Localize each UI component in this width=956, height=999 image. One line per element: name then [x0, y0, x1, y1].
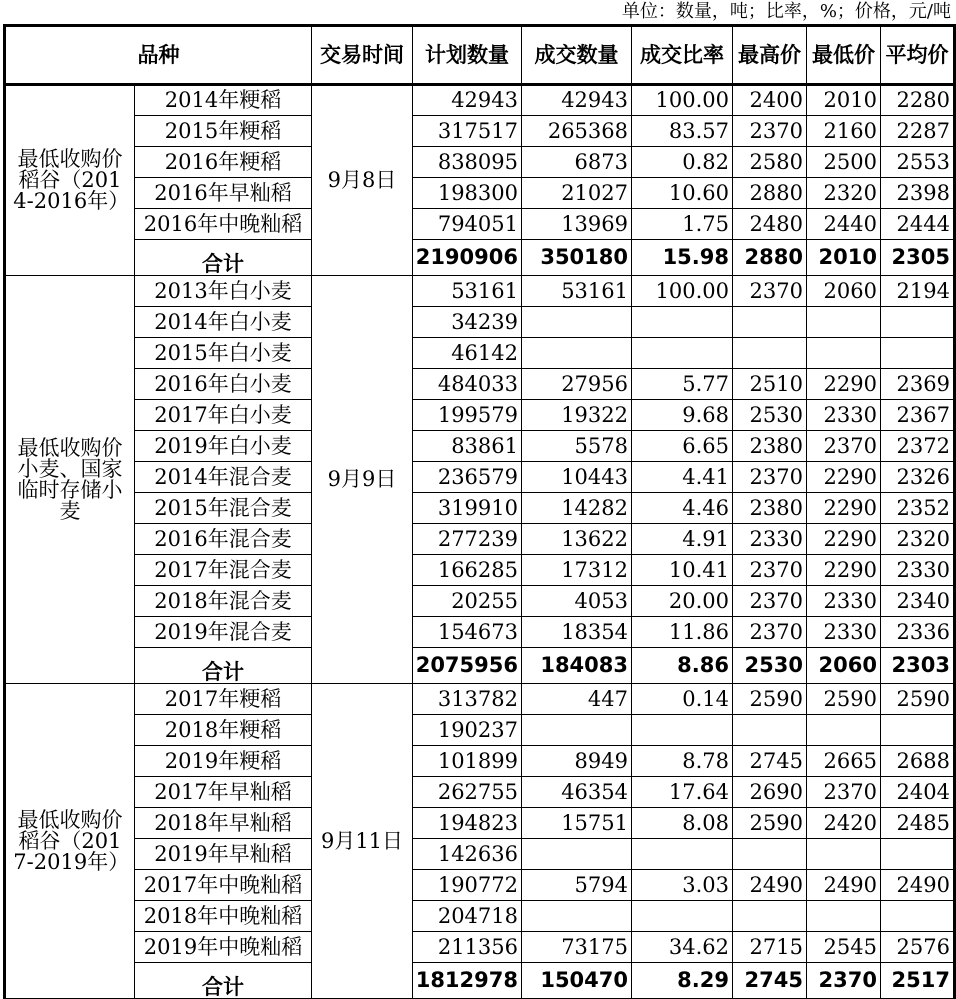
min-price-cell: 2290 [807, 555, 881, 586]
planned-qty-cell: 83861 [413, 431, 522, 462]
planned-qty-cell: 317517 [413, 116, 522, 147]
max-price-cell: 2590 [733, 684, 807, 715]
deal-qty-cell: 46354 [522, 777, 632, 808]
deal-qty-cell: 14282 [522, 493, 632, 524]
deal-ratio-cell: 8.86 [632, 648, 733, 684]
deal-qty-cell: 150470 [522, 963, 632, 999]
avg-price-cell: 2336 [881, 617, 955, 648]
max-price-cell: 2370 [733, 586, 807, 617]
avg-price-cell: 2369 [881, 369, 955, 400]
max-price-cell: 2370 [733, 617, 807, 648]
max-price-cell: 2370 [733, 116, 807, 147]
deal-qty-cell: 27956 [522, 369, 632, 400]
deal-qty-cell: 73175 [522, 932, 632, 963]
max-price-cell [733, 901, 807, 932]
max-price-cell: 2690 [733, 777, 807, 808]
deal-ratio-cell: 8.78 [632, 746, 733, 777]
table-row [5, 901, 955, 932]
table-row [5, 586, 955, 617]
min-price-cell: 2590 [807, 684, 881, 715]
min-price-cell: 2290 [807, 493, 881, 524]
deal-qty-cell: 447 [522, 684, 632, 715]
min-price-cell [807, 715, 881, 746]
planned-qty-cell: 211356 [413, 932, 522, 963]
table-row [5, 85, 955, 116]
planned-qty-cell: 53161 [413, 276, 522, 307]
avg-price-cell: 2280 [881, 85, 955, 116]
deal-ratio-cell [632, 715, 733, 746]
variety-name-cell: 2018年中晚籼稻 [135, 901, 312, 932]
variety-name-cell: 2016年粳稻 [135, 147, 312, 178]
max-price-cell [733, 839, 807, 870]
avg-price-cell: 2553 [881, 147, 955, 178]
avg-price-cell [881, 338, 955, 369]
deal-qty-cell: 10443 [522, 462, 632, 493]
min-price-cell [807, 338, 881, 369]
table-row [5, 431, 955, 462]
avg-price-cell: 2330 [881, 555, 955, 586]
max-price-cell: 2370 [733, 276, 807, 307]
table-row [5, 307, 955, 338]
total-row [5, 648, 955, 684]
planned-qty-cell: 277239 [413, 524, 522, 555]
variety-name-cell: 2017年中晚籼稻 [135, 870, 312, 901]
category-text: 最低收购价稻谷（2014-2016年） [13, 147, 130, 213]
variety-name-cell: 2019年粳稻 [135, 746, 312, 777]
header-variety: 品种 [5, 26, 312, 85]
planned-qty-cell: 34239 [413, 307, 522, 338]
min-price-cell: 2330 [807, 400, 881, 431]
variety-name-cell: 2018年混合麦 [135, 586, 312, 617]
avg-price-cell: 2372 [881, 431, 955, 462]
avg-price-cell: 2320 [881, 524, 955, 555]
table-row [5, 462, 955, 493]
table-row [5, 116, 955, 147]
header-planned-qty: 计划数量 [413, 26, 522, 85]
trade-date-cell: 9月11日 [312, 684, 413, 999]
max-price-cell: 2530 [733, 400, 807, 431]
variety-name-cell: 2017年早籼稻 [135, 777, 312, 808]
deal-ratio-cell: 0.14 [632, 684, 733, 715]
deal-ratio-cell: 0.82 [632, 147, 733, 178]
table-row [5, 870, 955, 901]
avg-price-cell [881, 715, 955, 746]
max-price-cell: 2880 [733, 178, 807, 209]
min-price-cell: 2290 [807, 369, 881, 400]
deal-qty-cell [522, 839, 632, 870]
table-row [5, 524, 955, 555]
planned-qty-cell: 313782 [413, 684, 522, 715]
deal-ratio-cell: 34.62 [632, 932, 733, 963]
deal-ratio-cell: 100.00 [632, 276, 733, 307]
max-price-cell: 2380 [733, 493, 807, 524]
deal-qty-cell: 4053 [522, 586, 632, 617]
trade-date-cell: 9月9日 [312, 276, 413, 684]
deal-ratio-cell: 17.64 [632, 777, 733, 808]
max-price-cell: 2745 [733, 963, 807, 999]
min-price-cell [807, 307, 881, 338]
deal-ratio-cell [632, 901, 733, 932]
avg-price-cell [881, 839, 955, 870]
table-row [5, 617, 955, 648]
deal-ratio-cell: 1.75 [632, 209, 733, 240]
max-price-cell: 2580 [733, 147, 807, 178]
planned-qty-cell: 198300 [413, 178, 522, 209]
category-cell [5, 684, 135, 999]
variety-name-cell: 2019年混合麦 [135, 617, 312, 648]
table-row [5, 178, 955, 209]
deal-qty-cell: 21027 [522, 178, 632, 209]
total-label: 合计 [135, 963, 312, 999]
deal-ratio-cell: 10.60 [632, 178, 733, 209]
table-row [5, 276, 955, 307]
table-row [5, 493, 955, 524]
category-text: 最低收购价稻谷（2017-2019年） [13, 807, 130, 874]
table-row [5, 932, 955, 963]
min-price-cell: 2490 [807, 870, 881, 901]
deal-qty-cell: 265368 [522, 116, 632, 147]
variety-name-cell: 2019年中晚籼稻 [135, 932, 312, 963]
deal-qty-cell: 15751 [522, 808, 632, 839]
planned-qty-cell: 484033 [413, 369, 522, 400]
table-row [5, 555, 955, 586]
min-price-cell: 2370 [807, 777, 881, 808]
deal-ratio-cell: 83.57 [632, 116, 733, 147]
group-1 [5, 85, 955, 276]
max-price-cell: 2400 [733, 85, 807, 116]
unit-note: 单位：数量，吨；比率，%；价格，元/吨 [621, 1, 951, 22]
deal-ratio-cell: 4.46 [632, 493, 733, 524]
auction-results-table [3, 24, 956, 999]
planned-qty-cell: 838095 [413, 147, 522, 178]
variety-name-cell: 2017年白小麦 [135, 400, 312, 431]
category-text: 最低收购价小麦、国家临时存储小麦 [17, 435, 123, 523]
avg-price-cell: 2590 [881, 684, 955, 715]
max-price-cell: 2590 [733, 808, 807, 839]
max-price-cell [733, 338, 807, 369]
avg-price-cell [881, 901, 955, 932]
deal-ratio-cell: 20.00 [632, 586, 733, 617]
max-price-cell: 2370 [733, 555, 807, 586]
avg-price-cell: 2352 [881, 493, 955, 524]
variety-name-cell: 2019年早籼稻 [135, 839, 312, 870]
planned-qty-cell: 1812978 [413, 963, 522, 999]
deal-ratio-cell: 100.00 [632, 85, 733, 116]
avg-price-cell: 2305 [881, 240, 955, 276]
avg-price-cell: 2340 [881, 586, 955, 617]
deal-qty-cell [522, 901, 632, 932]
avg-price-cell: 2287 [881, 116, 955, 147]
planned-qty-cell: 194823 [413, 808, 522, 839]
group-3 [5, 684, 955, 999]
header-avg-price: 平均价 [881, 26, 955, 85]
min-price-cell: 2010 [807, 240, 881, 276]
deal-qty-cell: 53161 [522, 276, 632, 307]
max-price-cell: 2510 [733, 369, 807, 400]
variety-name-cell: 2016年中晚籼稻 [135, 209, 312, 240]
variety-name-cell: 2016年混合麦 [135, 524, 312, 555]
max-price-cell [733, 715, 807, 746]
variety-name-cell: 2019年白小麦 [135, 431, 312, 462]
header-trade-time: 交易时间 [312, 26, 413, 85]
variety-name-cell: 2017年粳稻 [135, 684, 312, 715]
deal-ratio-cell: 15.98 [632, 240, 733, 276]
deal-ratio-cell: 10.41 [632, 555, 733, 586]
max-price-cell: 2490 [733, 870, 807, 901]
deal-qty-cell [522, 715, 632, 746]
min-price-cell: 2370 [807, 963, 881, 999]
variety-name-cell: 2016年早籼稻 [135, 178, 312, 209]
header-deal-ratio: 成交比率 [632, 26, 733, 85]
planned-qty-cell: 204718 [413, 901, 522, 932]
planned-qty-cell: 166285 [413, 555, 522, 586]
min-price-cell: 2320 [807, 178, 881, 209]
planned-qty-cell: 101899 [413, 746, 522, 777]
deal-qty-cell: 19322 [522, 400, 632, 431]
deal-qty-cell: 6873 [522, 147, 632, 178]
planned-qty-cell: 154673 [413, 617, 522, 648]
avg-price-cell: 2303 [881, 648, 955, 684]
avg-price-cell: 2576 [881, 932, 955, 963]
avg-price-cell: 2485 [881, 808, 955, 839]
planned-qty-cell: 262755 [413, 777, 522, 808]
deal-ratio-cell: 5.77 [632, 369, 733, 400]
deal-qty-cell: 13622 [522, 524, 632, 555]
deal-ratio-cell: 9.68 [632, 400, 733, 431]
deal-ratio-cell: 8.29 [632, 963, 733, 999]
min-price-cell: 2060 [807, 648, 881, 684]
deal-ratio-cell: 8.08 [632, 808, 733, 839]
max-price-cell: 2380 [733, 431, 807, 462]
trade-date-cell: 9月8日 [312, 85, 413, 276]
deal-ratio-cell: 11.86 [632, 617, 733, 648]
min-price-cell: 2330 [807, 617, 881, 648]
min-price-cell: 2665 [807, 746, 881, 777]
avg-price-cell: 2194 [881, 276, 955, 307]
header-min-price: 最低价 [807, 26, 881, 85]
table-row [5, 209, 955, 240]
deal-qty-cell: 8949 [522, 746, 632, 777]
min-price-cell: 2545 [807, 932, 881, 963]
variety-name-cell: 2017年混合麦 [135, 555, 312, 586]
planned-qty-cell: 20255 [413, 586, 522, 617]
avg-price-cell: 2688 [881, 746, 955, 777]
deal-ratio-cell: 4.91 [632, 524, 733, 555]
category-cell [5, 85, 135, 276]
deal-qty-cell: 13969 [522, 209, 632, 240]
planned-qty-cell: 236579 [413, 462, 522, 493]
planned-qty-cell: 190772 [413, 870, 522, 901]
total-row [5, 240, 955, 276]
table-row [5, 400, 955, 431]
deal-ratio-cell [632, 839, 733, 870]
max-price-cell [733, 307, 807, 338]
deal-qty-cell: 5794 [522, 870, 632, 901]
planned-qty-cell: 319910 [413, 493, 522, 524]
header-deal-qty: 成交数量 [522, 26, 632, 85]
max-price-cell: 2745 [733, 746, 807, 777]
deal-qty-cell: 17312 [522, 555, 632, 586]
deal-qty-cell: 5578 [522, 431, 632, 462]
max-price-cell: 2530 [733, 648, 807, 684]
table-row [5, 777, 955, 808]
deal-ratio-cell [632, 338, 733, 369]
avg-price-cell: 2517 [881, 963, 955, 999]
table-row [5, 715, 955, 746]
variety-name-cell: 2015年粳稻 [135, 116, 312, 147]
deal-qty-cell: 350180 [522, 240, 632, 276]
table-row [5, 338, 955, 369]
table-row [5, 808, 955, 839]
deal-qty-cell: 18354 [522, 617, 632, 648]
deal-qty-cell [522, 338, 632, 369]
category-cell [5, 276, 135, 684]
min-price-cell: 2290 [807, 524, 881, 555]
variety-name-cell: 2018年粳稻 [135, 715, 312, 746]
avg-price-cell: 2326 [881, 462, 955, 493]
variety-name-cell: 2014年混合麦 [135, 462, 312, 493]
planned-qty-cell: 46142 [413, 338, 522, 369]
table-row [5, 369, 955, 400]
group-2 [5, 276, 955, 684]
max-price-cell: 2715 [733, 932, 807, 963]
header-max-price: 最高价 [733, 26, 807, 85]
variety-name-cell: 2014年粳稻 [135, 85, 312, 116]
max-price-cell: 2370 [733, 462, 807, 493]
max-price-cell: 2480 [733, 209, 807, 240]
planned-qty-cell: 190237 [413, 715, 522, 746]
planned-qty-cell: 199579 [413, 400, 522, 431]
planned-qty-cell: 2075956 [413, 648, 522, 684]
min-price-cell: 2440 [807, 209, 881, 240]
variety-name-cell: 2015年白小麦 [135, 338, 312, 369]
header-row [5, 26, 955, 85]
deal-qty-cell [522, 307, 632, 338]
deal-ratio-cell: 6.65 [632, 431, 733, 462]
deal-qty-cell: 184083 [522, 648, 632, 684]
max-price-cell: 2880 [733, 240, 807, 276]
min-price-cell: 2370 [807, 431, 881, 462]
deal-ratio-cell [632, 307, 733, 338]
planned-qty-cell: 42943 [413, 85, 522, 116]
min-price-cell: 2290 [807, 462, 881, 493]
min-price-cell: 2330 [807, 586, 881, 617]
min-price-cell [807, 839, 881, 870]
avg-price-cell: 2398 [881, 178, 955, 209]
min-price-cell: 2420 [807, 808, 881, 839]
planned-qty-cell: 142636 [413, 839, 522, 870]
deal-qty-cell: 42943 [522, 85, 632, 116]
min-price-cell: 2160 [807, 116, 881, 147]
deal-ratio-cell: 4.41 [632, 462, 733, 493]
variety-name-cell: 2014年白小麦 [135, 307, 312, 338]
min-price-cell: 2500 [807, 147, 881, 178]
min-price-cell: 2010 [807, 85, 881, 116]
planned-qty-cell: 2190906 [413, 240, 522, 276]
min-price-cell [807, 901, 881, 932]
table-row [5, 746, 955, 777]
table-row [5, 839, 955, 870]
total-label: 合计 [135, 648, 312, 684]
variety-name-cell: 2013年白小麦 [135, 276, 312, 307]
avg-price-cell: 2490 [881, 870, 955, 901]
deal-ratio-cell: 3.03 [632, 870, 733, 901]
variety-name-cell: 2018年早籼稻 [135, 808, 312, 839]
table-row [5, 147, 955, 178]
max-price-cell: 2330 [733, 524, 807, 555]
avg-price-cell [881, 307, 955, 338]
avg-price-cell: 2404 [881, 777, 955, 808]
variety-name-cell: 2016年白小麦 [135, 369, 312, 400]
table-row [5, 684, 955, 715]
avg-price-cell: 2367 [881, 400, 955, 431]
avg-price-cell: 2444 [881, 209, 955, 240]
planned-qty-cell: 794051 [413, 209, 522, 240]
variety-name-cell: 2015年混合麦 [135, 493, 312, 524]
total-label: 合计 [135, 240, 312, 276]
min-price-cell: 2060 [807, 276, 881, 307]
